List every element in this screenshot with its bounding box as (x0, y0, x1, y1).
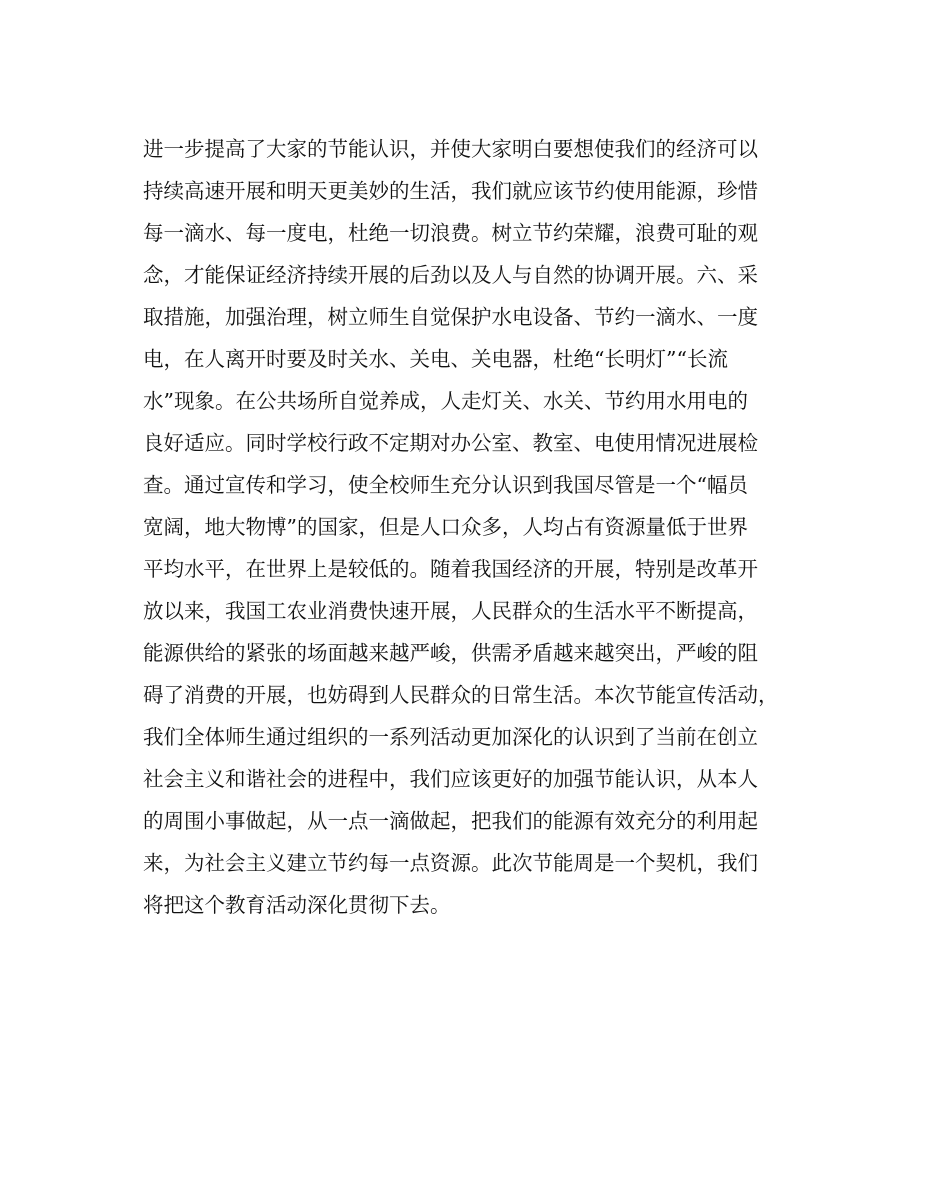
text-line-16: 社会主义和谐社会的进程中，我们应该更好的加强节能认识，从本人 (143, 767, 758, 791)
body-paragraph (143, 128, 823, 926)
text-line-6: 电，在人离开时要及时关水、关电、关电器，杜绝“长明灯”“长流 (143, 347, 728, 371)
text-line-12: 放以来，我国工农业消费快速开展，人民群众的生活水平不断提高， (143, 599, 758, 623)
text-line-3: 每一滴水、每一度电，杜绝一切浪费。树立节约荣耀，浪费可耻的观 (143, 221, 758, 245)
text-line-19: 将把这个教育活动深化贯彻下去。 (143, 893, 451, 917)
text-line-17: 的周围小事做起，从一点一滴做起，把我们的能源有效充分的利用起 (143, 809, 758, 833)
text-line-4: 念，才能保证经济持续开展的后劲以及人与自然的协调开展。六、采 (143, 263, 758, 287)
text-line-9: 查。通过宣传和学习，使全校师生充分认识到我国尽管是一个“幅员 (143, 473, 748, 497)
text-line-10: 宽阔，地大物博”的国家，但是人口众多，人均占有资源量低于世界 (143, 515, 748, 539)
text-line-7: 水”现象。在公共场所自觉养成，人走灯关、水关、节约用水用电的 (143, 389, 748, 413)
text-line-18: 来，为社会主义建立节约每一点资源。此次节能周是一个契机，我们 (143, 851, 758, 875)
text-line-1: 进一步提高了大家的节能认识，并使大家明白要想使我们的经济可以 (143, 137, 758, 161)
text-line-5: 取措施，加强治理，树立师生自觉保护水电设备、节约一滴水、一度 (143, 305, 758, 329)
text-line-11: 平均水平，在世界上是较低的。随着我国经济的开展，特别是改革开 (143, 557, 758, 581)
text-line-13: 能源供给的紧张的场面越来越严峻，供需矛盾越来越突出，严峻的阻 (143, 641, 758, 665)
text-line-15: 我们全体师生通过组织的一系列活动更加深化的认识到了当前在创立 (143, 725, 758, 749)
text-line-14: 碍了消费的开展，也妨碍到人民群众的日常生活。本次节能宣传活动， (143, 683, 779, 707)
text-line-8: 良好适应。同时学校行政不定期对办公室、教室、电使用情况进展检 (143, 431, 758, 455)
text-line-2: 持续高速开展和明天更美妙的生活，我们就应该节约使用能源，珍惜 (143, 179, 758, 203)
